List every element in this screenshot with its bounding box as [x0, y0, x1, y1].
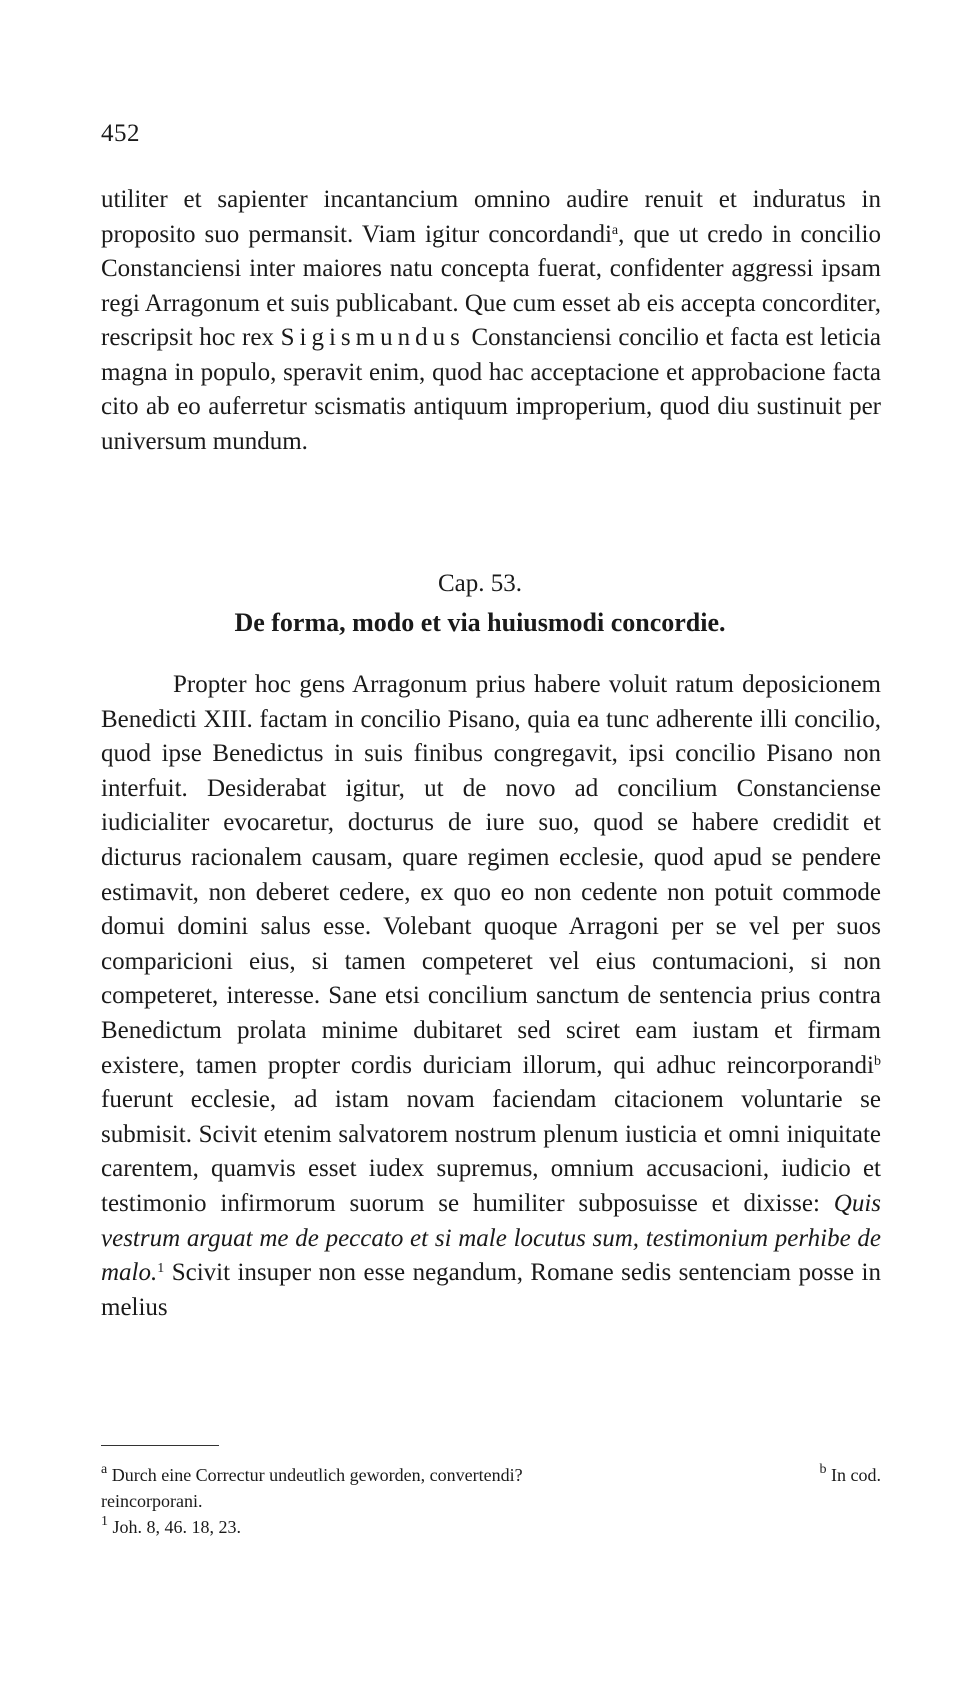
- footnote-1-text: Joh. 8, 46. 18, 23.: [112, 1517, 242, 1537]
- footnote-ref-a: a: [611, 222, 619, 238]
- footnote-b-text-2: reincorporani.: [101, 1491, 203, 1511]
- paragraph-1-text-b: , que ut credo in concilio Constanciensi inter maiores natu concepta fuerat, confidenter aggressi ipsam regi Arragonum et suis publicabant. Que cum esset ab eis accepta concorditer, rescripsit hoc rex: [101, 220, 881, 351]
- footnotes: [101, 1462, 881, 1540]
- paragraph-1-text-a: utiliter et sapienter incantancium omnino audire renuit et induratus in proposito suo permansit. Viam igitur concordandi: [101, 186, 881, 248]
- footnote-divider: [101, 1445, 219, 1446]
- chapter-title: De forma, modo et via huiusmodi concordie.: [234, 608, 726, 637]
- footnote-a-text: Durch eine Correctur undeutlich geworden, convertendi?: [111, 1465, 523, 1485]
- scripture-quote: Quis vestrum arguat me de peccato et si male locutus sum, testimonium perhibe de malo.: [101, 1189, 881, 1287]
- paragraph-2-text-a: Propter hoc gens Arragonum prius habere voluit ratum deposicionem Benedicti XIII. factam in concilio Pisano, quia ea tunc adherente illi concilio, quod ipse Benedictus in suis finibus congregavit, ipsi concilio Pisano non interfuit. Desiderabat igitur, ut de novo ad concilium Constanciense iudicialiter evocaretur, docturus de iure suo, quod se habere credidit et dicturus racionalem causam, quare regimen ecclesie, quod apud se pendere estimavit, non deberet cedere, ex quo eo non cedente non potuit commode domui domini salus esse. Volebant quoque Arragoni per se vel per suos comparicioni eius, si tamen competeret vel eius contumacioni, si non competeret, interesse. Sane etsi concilium sanctum de sentencia prius contra Benedictum prolata minime dubitaret sed sciret eam iustam et firmam existere, tamen propter cordis duriciam illorum, qui adhuc reincorporandi: [101, 671, 881, 1079]
- paragraph-1-text-c: Constanciensi concilio et facta est leticia magna in populo, speravit enim, quod hac acceptacione et approbacione facta cito ab eo auferretur scismatis antiquum improperium, quod diu sustinuit per universum mundum.: [101, 324, 881, 455]
- spaced-name: Sigismundus: [280, 324, 465, 351]
- footnote-b: [820, 1462, 881, 1488]
- footnote-ref-b: b: [874, 1053, 881, 1069]
- footnote-1-mark: 1: [101, 1514, 108, 1529]
- footnote-a-row: [101, 1462, 881, 1488]
- paragraph-2-text-c: Scivit insuper non esse negandum, Romane sedis sentenciam posse in melius: [101, 1259, 881, 1321]
- paragraph-1: [101, 183, 881, 459]
- paragraph-2: [101, 668, 881, 1325]
- footnote-a-mark: a: [101, 1462, 108, 1477]
- paragraph-2-text-b: fuerunt ecclesie, ad istam novam faciendam citacionem voluntarie se submisit. Scivit etenim salvatorem nostrum plenum iusticia et omni iniquitate carentem, quamvis esset iudex supremus, omnium accusacioni, iudicio et testimonio infirmorum suorum se humiliter subposuisse et dixisse:: [101, 1086, 881, 1217]
- footnote-b-mark: b: [819, 1462, 827, 1477]
- chapter-label: Cap. 53.: [437, 570, 523, 597]
- footnote-b-continuation: [101, 1488, 881, 1514]
- footnote-a: [101, 1462, 523, 1488]
- footnote-b-text-1: In cod.: [831, 1465, 881, 1485]
- footnote-1: [101, 1514, 881, 1540]
- footnote-ref-1: 1: [157, 1261, 165, 1277]
- page-number: 452: [101, 120, 140, 147]
